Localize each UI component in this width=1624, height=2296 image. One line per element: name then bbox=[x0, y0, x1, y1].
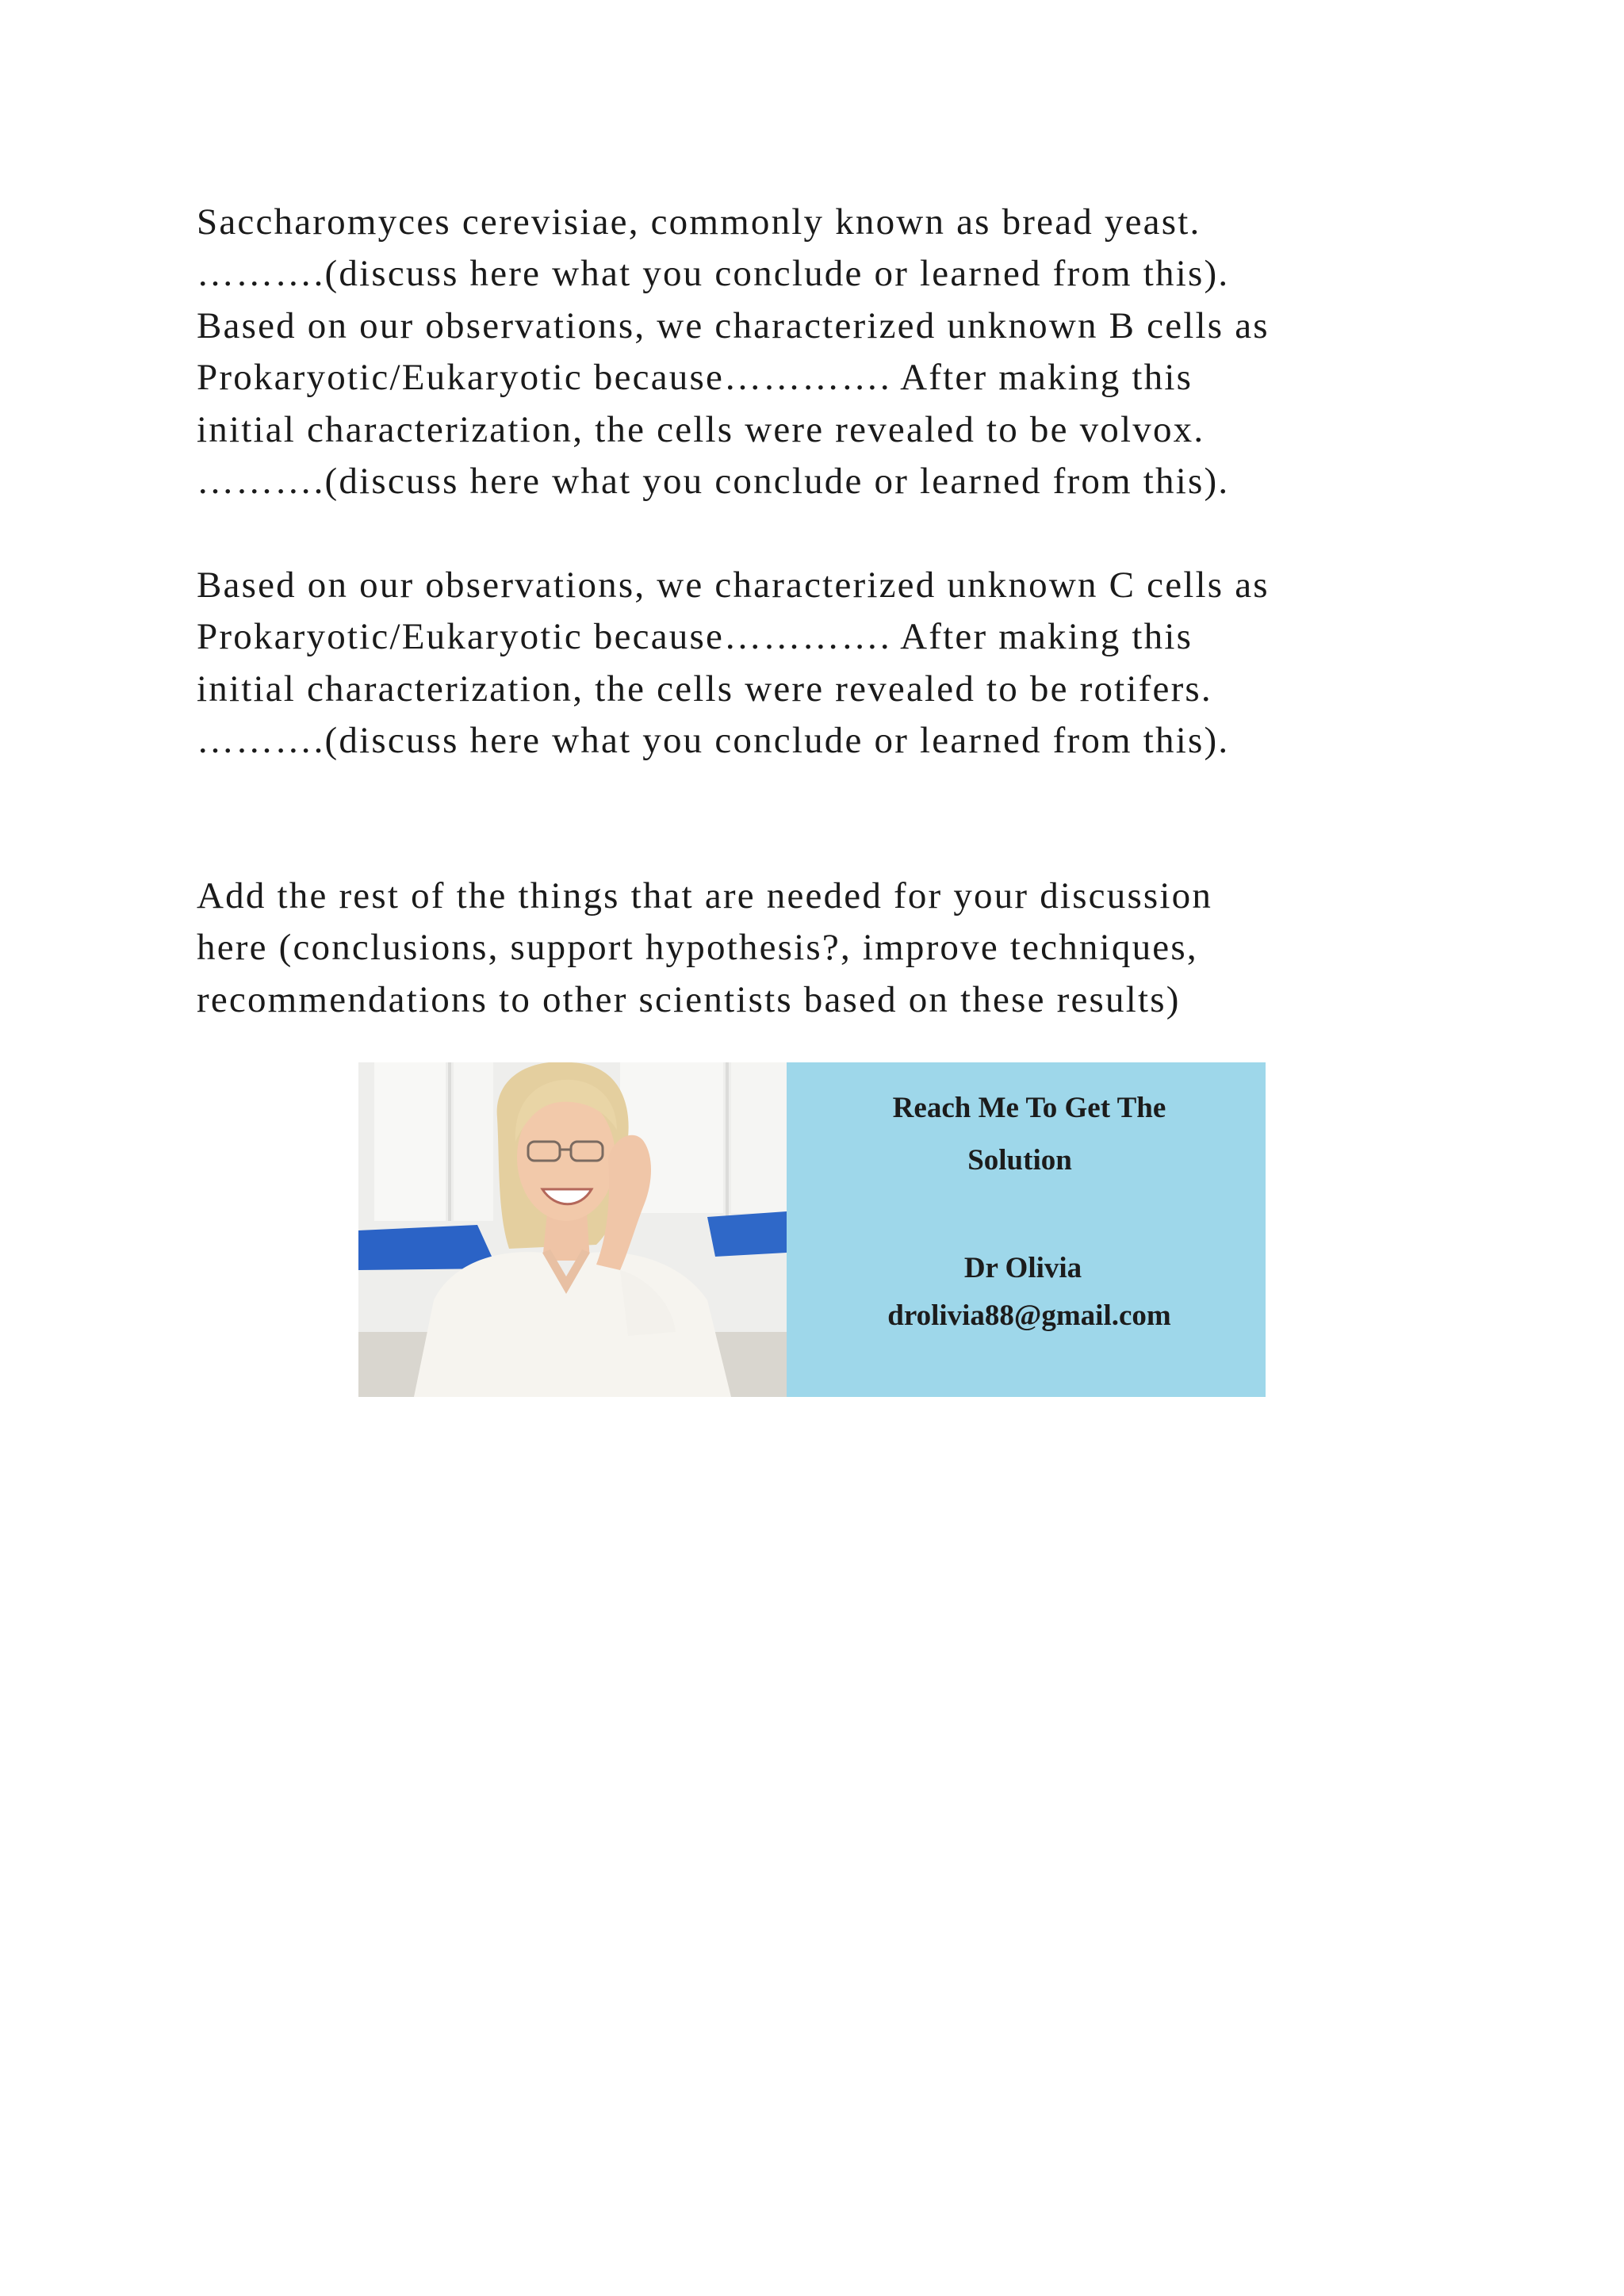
text-line: ……….(discuss here what you conclude or learned from this). bbox=[197, 461, 1230, 503]
text-line: recommendations to other scientists based on these results) bbox=[197, 978, 1181, 1020]
text-line: Add the rest of the things that are needed for your discussion bbox=[197, 875, 1213, 916]
text-line: Prokaryotic/Eukaryotic because…………. After making this bbox=[197, 357, 1193, 399]
text-line: ……….(discuss here what you conclude or learned from this). bbox=[197, 253, 1230, 295]
text-line: here (conclusions, support hypothesis?, improve techniques, bbox=[197, 927, 1198, 969]
text-line: Saccharomyces cerevisiae, commonly known as bread yeast. bbox=[197, 201, 1201, 243]
woman-with-glasses-illustration bbox=[358, 1062, 787, 1397]
card-title-line-2: Solution bbox=[967, 1144, 1072, 1177]
paragraph-discussion-instructions bbox=[197, 871, 1481, 1026]
text-line: initial characterization, the cells were revealed to be rotifers. bbox=[197, 668, 1212, 710]
woman-portrait-photo bbox=[358, 1062, 787, 1397]
text-line: initial characterization, the cells were revealed to be volvox. bbox=[197, 408, 1205, 450]
contact-banner bbox=[358, 1062, 1266, 1397]
paragraph-unknown-b bbox=[197, 197, 1481, 507]
text-line: Based on our observations, we characterized unknown C cells as bbox=[197, 564, 1270, 606]
paragraph-unknown-c bbox=[197, 560, 1481, 767]
contact-email: drolivia88@gmail.com bbox=[887, 1299, 1171, 1332]
contact-name: Dr Olivia bbox=[963, 1252, 1082, 1284]
text-line: Based on our observations, we characterized unknown B cells as bbox=[197, 304, 1270, 346]
text-line: Prokaryotic/Eukaryotic because…………. After making this bbox=[197, 616, 1193, 658]
text-line: ……….(discuss here what you conclude or learned from this). bbox=[197, 720, 1230, 762]
contact-card bbox=[787, 1062, 1266, 1397]
card-title-line-1: Reach Me To Get The bbox=[892, 1092, 1166, 1124]
